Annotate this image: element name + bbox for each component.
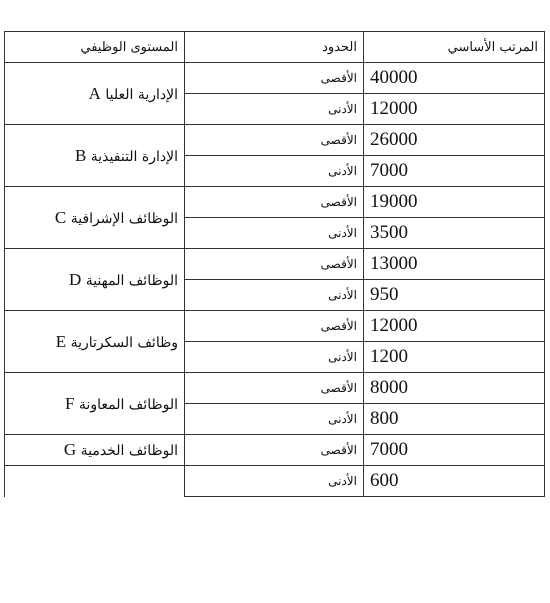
level-letter: E: [55, 331, 67, 351]
level-name: الوظائف المهنية: [85, 272, 178, 289]
max-limit-label: الأقصى: [185, 435, 364, 466]
max-limit-label: الأقصى: [185, 63, 364, 94]
min-limit-label: الأدنى: [185, 218, 364, 249]
level-cell: [5, 373, 185, 435]
level-letter: G: [63, 440, 77, 459]
header-row: [5, 32, 545, 63]
table-row: [5, 249, 545, 280]
level-letter: F: [65, 393, 75, 413]
min-salary-cell: 600: [364, 466, 545, 497]
level-letter: A: [88, 83, 101, 103]
level-name: وظائف السكرتارية: [70, 334, 178, 351]
level-cell: [5, 249, 185, 311]
max-salary-cell: 8000: [364, 373, 545, 404]
max-salary-cell: 26000: [364, 125, 545, 156]
level-cell: [5, 435, 185, 466]
max-salary-cell: 12000: [364, 311, 545, 342]
header-limits: الحدود: [185, 32, 364, 63]
header-salary: المرتب الأساسي: [364, 32, 545, 63]
max-salary-cell: 40000: [364, 63, 545, 94]
min-limit-label: الأدنى: [185, 156, 364, 187]
level-cell: [5, 311, 185, 373]
min-salary-cell: 1200: [364, 342, 545, 373]
table-body: [5, 63, 545, 497]
level-name: الإدارية العليا: [105, 86, 178, 103]
level-letter: C: [54, 207, 67, 227]
max-salary-cell: 19000: [364, 187, 545, 218]
table-row: [5, 311, 545, 342]
level-name: الوظائف الخدمية: [80, 443, 178, 459]
level-cell: [5, 187, 185, 249]
level-letter: D: [68, 269, 82, 289]
max-limit-label: الأقصى: [185, 249, 364, 280]
max-salary-cell: 7000: [364, 435, 545, 466]
min-limit-label: الأدنى: [185, 280, 364, 311]
max-limit-label: الأقصى: [185, 311, 364, 342]
table-row: [5, 466, 545, 497]
empty-cell: [5, 466, 185, 497]
min-salary-cell: 12000: [364, 94, 545, 125]
min-salary-cell: 950: [364, 280, 545, 311]
table-row: [5, 187, 545, 218]
min-limit-label: الأدنى: [185, 342, 364, 373]
table-row: [5, 63, 545, 94]
level-letter: B: [74, 145, 87, 165]
header-level: المستوى الوظيفي: [5, 32, 185, 63]
table-row: [5, 125, 545, 156]
max-limit-label: الأقصى: [185, 373, 364, 404]
level-cell: [5, 125, 185, 187]
level-name: الوظائف المعاونة: [78, 396, 178, 413]
max-salary-cell: 13000: [364, 249, 545, 280]
max-limit-label: الأقصى: [185, 187, 364, 218]
min-limit-label: الأدنى: [185, 94, 364, 125]
table-row: [5, 373, 545, 404]
level-name: الإدارة التنفيذية: [90, 148, 178, 165]
min-limit-label: الأدنى: [185, 404, 364, 435]
salary-scale-table: [4, 31, 545, 497]
level-name: الوظائف الإشرافية: [70, 210, 178, 227]
level-cell: [5, 63, 185, 125]
min-salary-cell: 800: [364, 404, 545, 435]
min-limit-label: الأدنى: [185, 466, 364, 497]
min-salary-cell: 3500: [364, 218, 545, 249]
max-limit-label: الأقصى: [185, 125, 364, 156]
table-row: [5, 435, 545, 466]
min-salary-cell: 7000: [364, 156, 545, 187]
